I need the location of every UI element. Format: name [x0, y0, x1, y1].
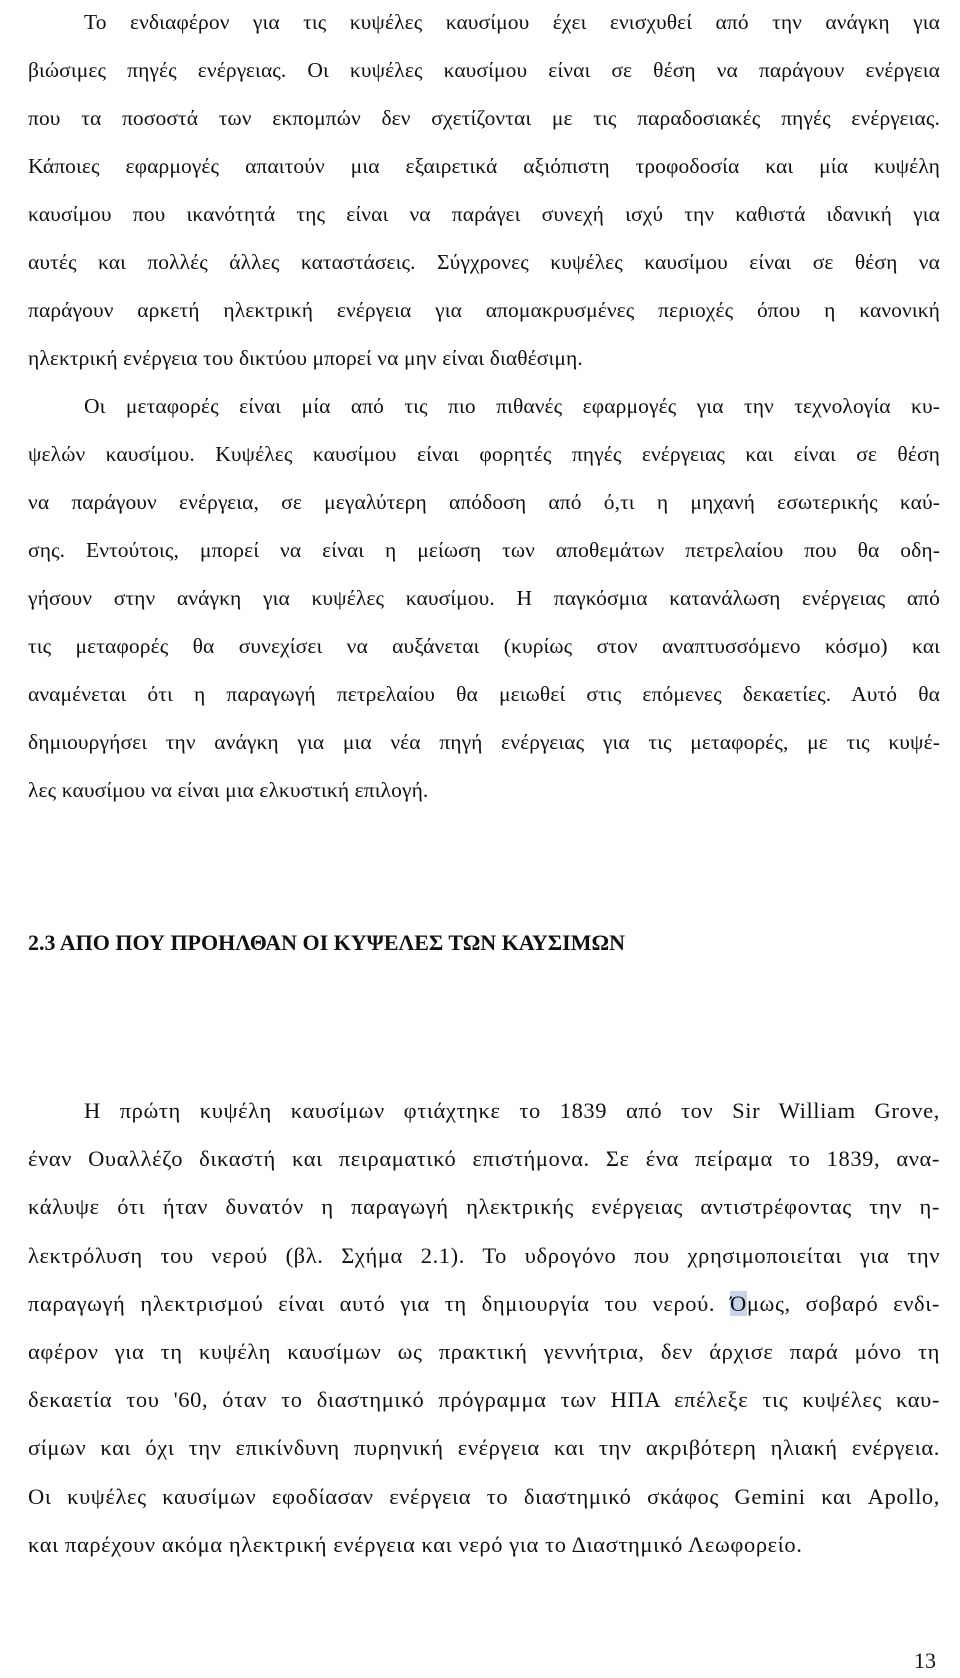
- text-line: να παράγουν ενέργεια, σε μεγαλύτερη απόδοση από ό,τι η μηχανή εσωτερικής καύ-: [28, 490, 940, 514]
- section-heading: 2.3 ΑΠΟ ΠΟΥ ΠΡΟΗΛΘΑΝ ΟΙ ΚΥΨΕΛΕΣ ΤΩΝ ΚΑΥΣΙΜΩΝ: [28, 930, 625, 955]
- text-line: δεκαετία του '60, όταν το διαστημικό πρόγραμμα των ΗΠΑ επέλεξε τις κυψέλες καυ-: [28, 1387, 940, 1413]
- text-line: Οι μεταφορές είναι μία από τις πιο πιθανές εφαρμογές για την τεχνολογία κυ-: [84, 394, 940, 418]
- text-line: βιώσιμες πηγές ενέργειας. Οι κυψέλες καυσίμου είναι σε θέση να παράγουν ενέργεια: [28, 58, 940, 82]
- text-line: τις μεταφορές θα συνεχίσει να αυξάνεται (κυρίως στον αναπτυσσόμενο κόσμο) και: [28, 634, 940, 658]
- text-line: λεκτρόλυση του νερού (βλ. Σχήμα 2.1). Το υδρογόνο που χρησιμοποιείται για την: [28, 1242, 940, 1268]
- text-selection-highlight: Ό: [730, 1290, 747, 1316]
- page-number: 13: [914, 1648, 936, 1673]
- text-line: κάλυψε ότι ήταν δυνατόν η παραγωγή ηλεκτρικής ενέργειας αντιστρέφοντας την η-: [28, 1194, 940, 1220]
- text-line: Η πρώτη κυψέλη καυσίμων φτιάχτηκε το 1839 από τον Sir William Grove,: [84, 1098, 940, 1123]
- text-line: αυτές και πολλές άλλες καταστάσεις. Σύγχρονες κυψέλες καυσίμου είναι σε θέση να: [28, 250, 940, 274]
- text-line: Το ενδιαφέρον για τις κυψέλες καυσίμου έχει ενισχυθεί από την ανάγκη για: [84, 10, 940, 34]
- paragraph-transport: [28, 382, 940, 814]
- text-line: αναμένεται ότι η παραγωγή πετρελαίου θα μειωθεί στις επόμενες δεκαετίες. Αυτό θα: [28, 682, 940, 706]
- text-line: καυσίμου που ικανότητά της είναι να παράγει συνεχή ισχύ την καθιστά ιδανική για: [28, 202, 940, 226]
- text-line: παράγουν αρκετή ηλεκτρική ενέργεια για απομακρυσμένες περιοχές όπου η κανονική: [28, 298, 940, 322]
- paragraph-fuel-cell-interest: [28, 0, 940, 382]
- text-line: ψελών καυσίμου. Κυψέλες καυσίμου είναι φορητές πηγές ενέργειας και είναι σε θέση: [28, 442, 940, 466]
- text-line: [28, 1280, 940, 1328]
- text-line: ηλεκτρική ενέργεια του δικτύου μπορεί να μην είναι διαθέσιμη.: [28, 346, 583, 370]
- text-line: σίμων και όχι την επικίνδυνη πυρηνική ενέργεια και την ακριβότερη ηλιακή ενέργεια.: [28, 1435, 940, 1461]
- text-line: Κάποιες εφαρμογές απαιτούν μια εξαιρετικά αξιόπιστη τροφοδοσία και μία κυψέλη: [28, 154, 940, 178]
- text-segment: παραγωγή ηλεκτρισμού είναι αυτό για τη δημιουργία του νερού.: [28, 1290, 731, 1316]
- text-line: που τα ποσοστά των εκπομπών δεν σχετίζονται με τις παραδοσιακές πηγές ενέργειας.: [28, 106, 940, 130]
- paragraph-history: [28, 1087, 940, 1569]
- text-line: σης. Εντούτοις, μπορεί να είναι η μείωση των αποθεμάτων πετρελαίου που θα οδη-: [28, 538, 940, 562]
- text-line: δημιουργήσει την ανάγκη για μια νέα πηγή ενέργειας για τις μεταφορές, με τις κυψέ-: [28, 730, 940, 754]
- text-line: έναν Ουαλλέζο δικαστή και πειραματικό επιστήμονα. Σε ένα πείραμα το 1839, ανα-: [28, 1146, 940, 1172]
- text-line: Οι κυψέλες καυσίμων εφοδίασαν ενέργεια το διαστημικό σκάφος Gemini και Apollo,: [28, 1483, 940, 1509]
- text-line: αφέρον για τη κυψέλη καυσίμων ως πρακτική γεννήτρια, δεν άρχισε παρά μόνο τη: [28, 1338, 940, 1364]
- text-line: και παρέχουν ακόμα ηλεκτρική ενέργεια και νερό για το Διαστημικό Λεωφορείο.: [28, 1531, 803, 1557]
- text-line: λες καυσίμου να είναι μια ελκυστική επιλογή.: [28, 778, 429, 802]
- text-segment: μως, σοβαρό ενδι-: [746, 1290, 940, 1316]
- text-line: γήσουν στην ανάγκη για κυψέλες καυσίμου. Η παγκόσμια κατανάλωση ενέργειας από: [28, 586, 940, 610]
